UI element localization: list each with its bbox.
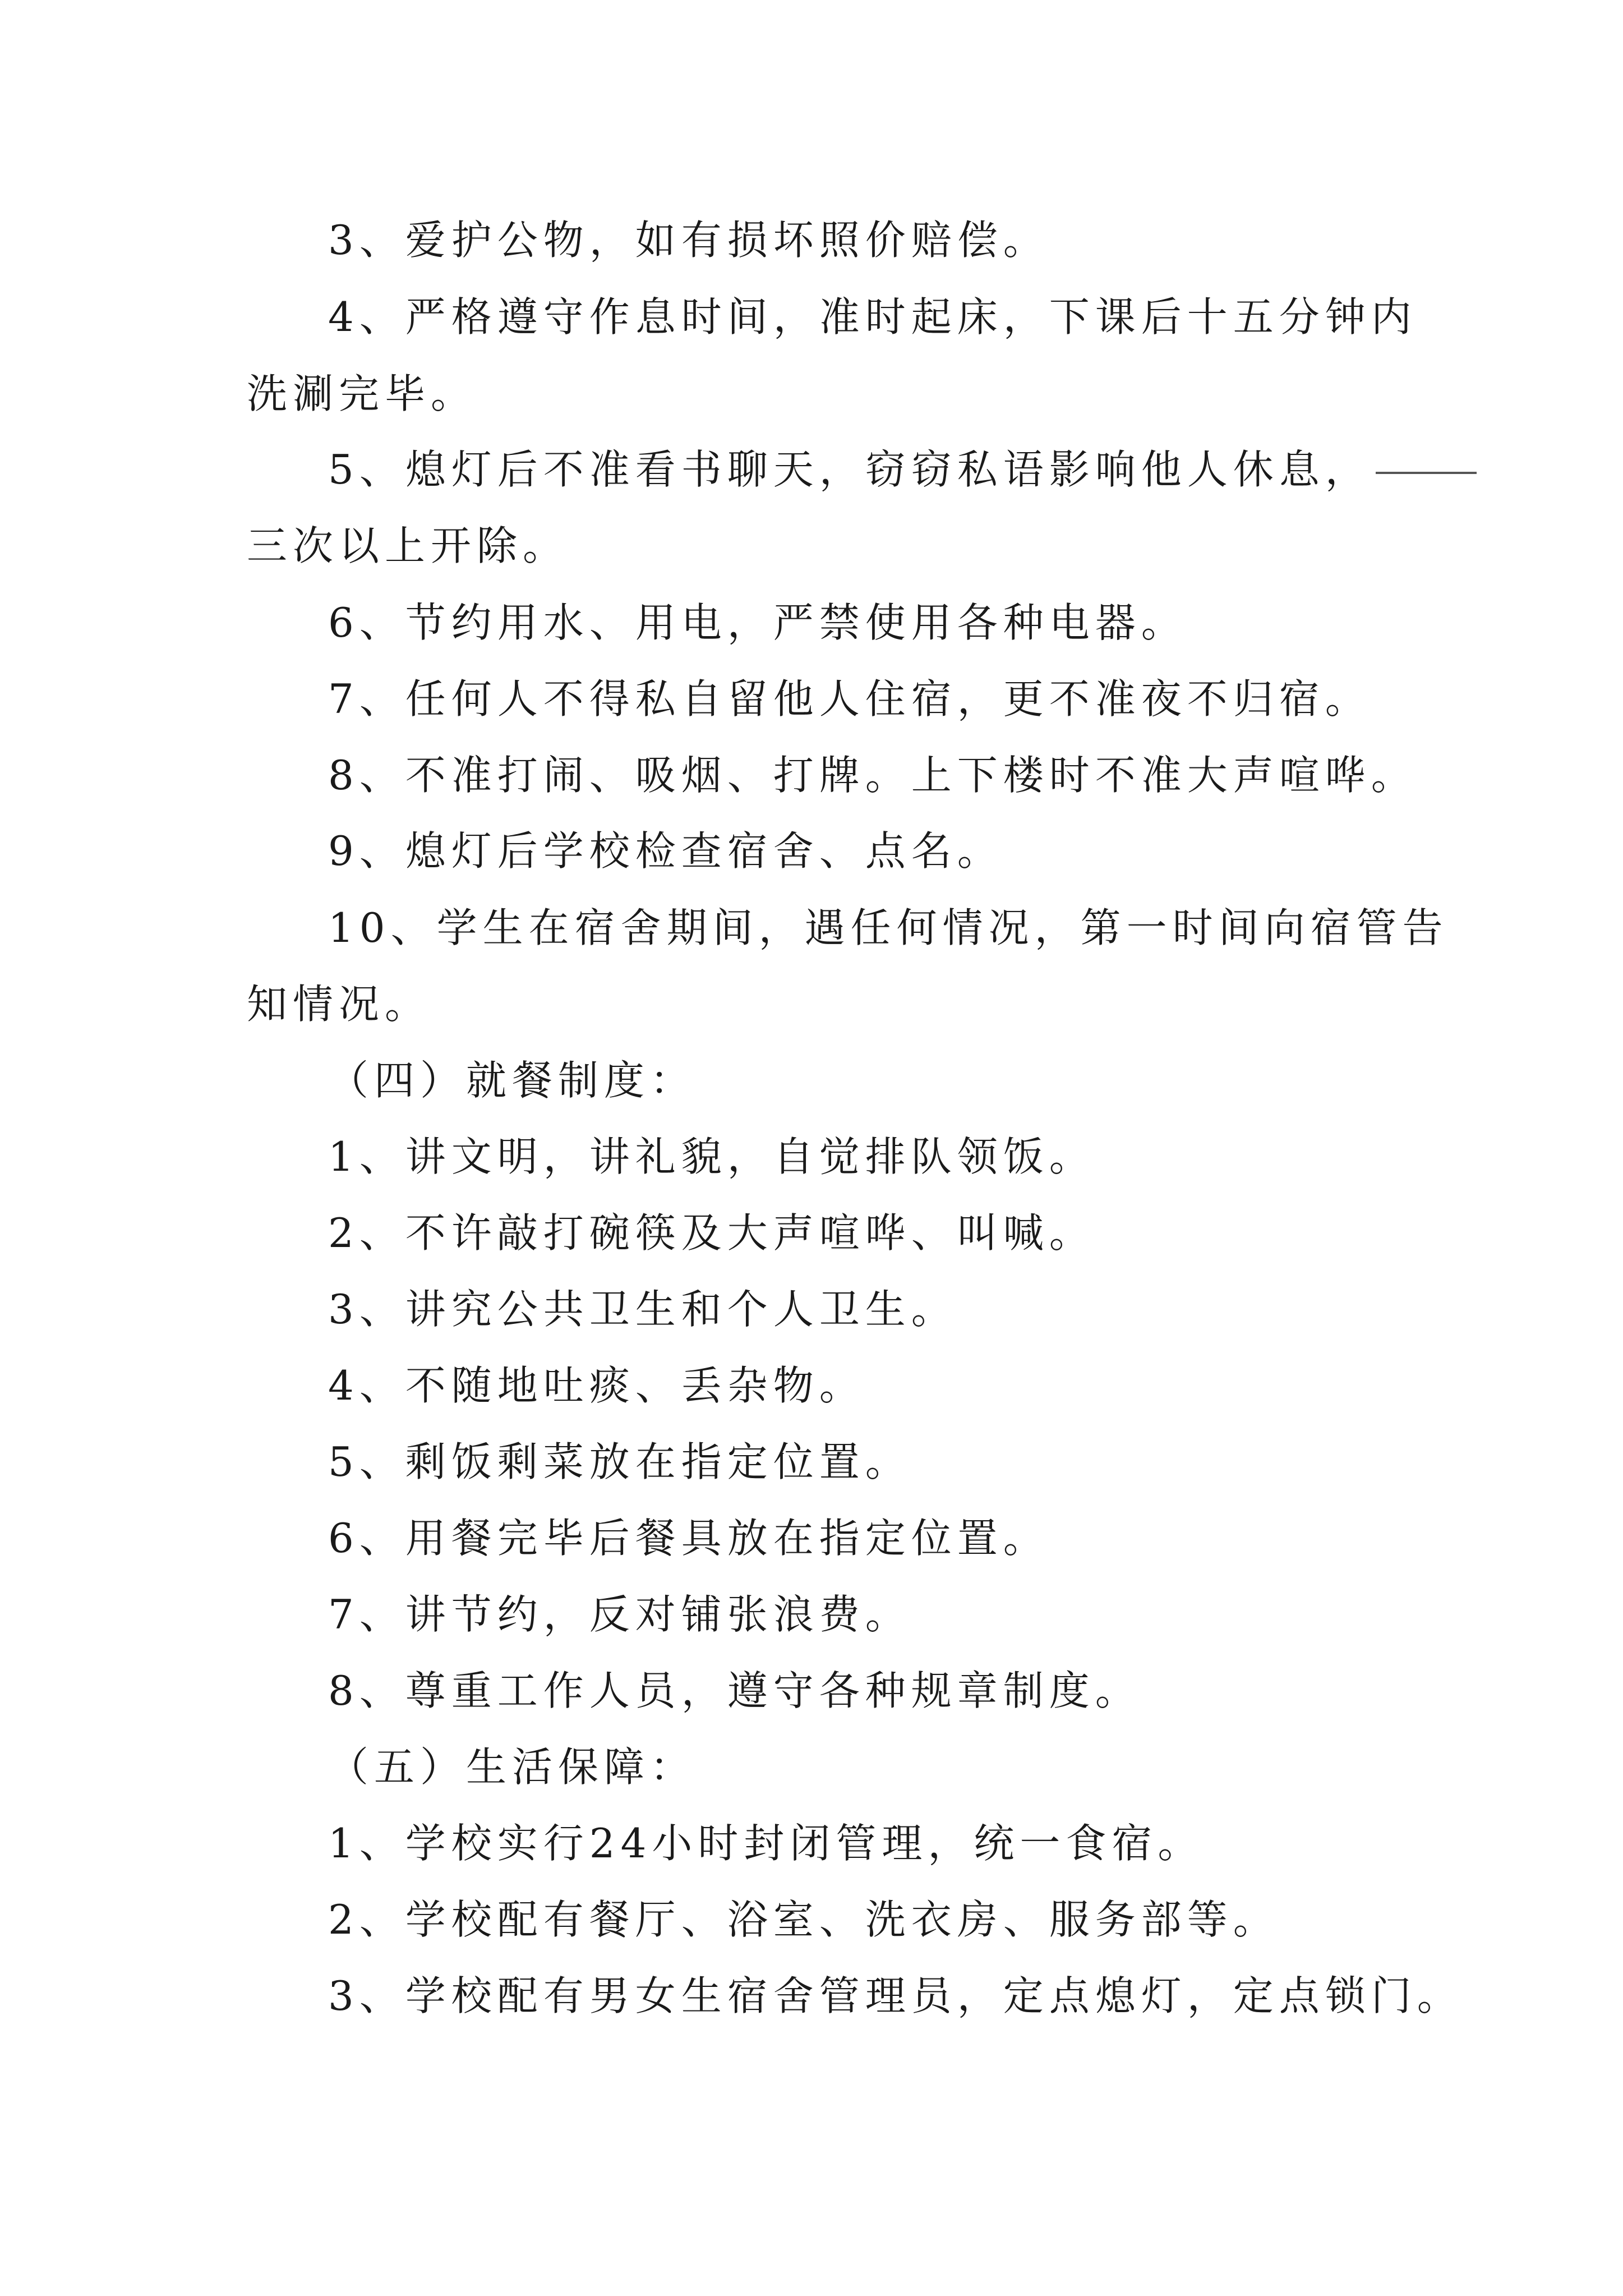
dining-rule-item: 4、不随地吐痰、丢杂物。: [328, 1362, 865, 1409]
life-support-item: 2、学校配有餐厅、浴室、洗衣房、服务部等。: [328, 1896, 1279, 1943]
dorm-rule-8: 8、不准打闹、吸烟、打牌。上下楼时不准大声喧哗。: [328, 752, 1417, 799]
dorm-rule-7: 7、任何人不得私自留他人住宿，更不准夜不归宿。: [328, 675, 1371, 723]
dorm-rule-9: 9、熄灯后学校检查宿舍、点名。: [328, 827, 1003, 875]
life-support-item: 1、学校实行24小时封闭管理，统一食宿。: [328, 1820, 1204, 1867]
dorm-rule-6: 6、节约用水、用电，严禁使用各种电器。: [328, 599, 1187, 646]
dorm-rule-4-line-1: 4、严格遵守作息时间，准时起床，下课后十五分钟内: [328, 293, 1417, 341]
fill-in-blank: [1376, 472, 1477, 474]
life-support-heading: （五）生活保障：: [328, 1743, 697, 1791]
dining-rule-item: 2、不许敲打碗筷及大声喧哗、叫喊。: [328, 1209, 1095, 1257]
dining-rule-item: 8、尊重工作人员，遵守各种规章制度。: [328, 1667, 1141, 1714]
dining-rule-item: 7、讲节约，反对铺张浪费。: [328, 1591, 911, 1638]
dorm-rule-5-line-1: [328, 441, 1477, 498]
dorm-rule-5-line-2: 三次以上开除。: [247, 522, 569, 569]
dorm-rule-4-line-2: 洗涮完毕。: [247, 370, 477, 417]
dorm-rule-10-line-2: 知情况。: [247, 981, 431, 1028]
dorm-rule-10-line-1: 10、学生在宿舍期间，遇任何情况，第一时间向宿管告: [328, 904, 1449, 951]
life-support-item: 3、学校配有男女生宿舍管理员，定点熄灯，定点锁门。: [328, 1972, 1463, 2019]
dining-rule-item: 6、用餐完毕后餐具放在指定位置。: [328, 1515, 1049, 1562]
dining-rules-heading: （四）就餐制度：: [328, 1057, 697, 1104]
dorm-rule-3: 3、爱护公物，如有损坏照价赔偿。: [328, 217, 1049, 264]
dining-rule-item: 1、讲文明，讲礼貌，自觉排队领饭。: [328, 1133, 1095, 1180]
dorm-rule-5-text: 5、熄灯后不准看书聊天，窃窃私语影响他人休息，: [328, 446, 1371, 493]
dining-rule-item: 3、讲究公共卫生和个人卫生。: [328, 1286, 957, 1333]
dining-rule-item: 5、剩饭剩菜放在指定位置。: [328, 1438, 911, 1485]
